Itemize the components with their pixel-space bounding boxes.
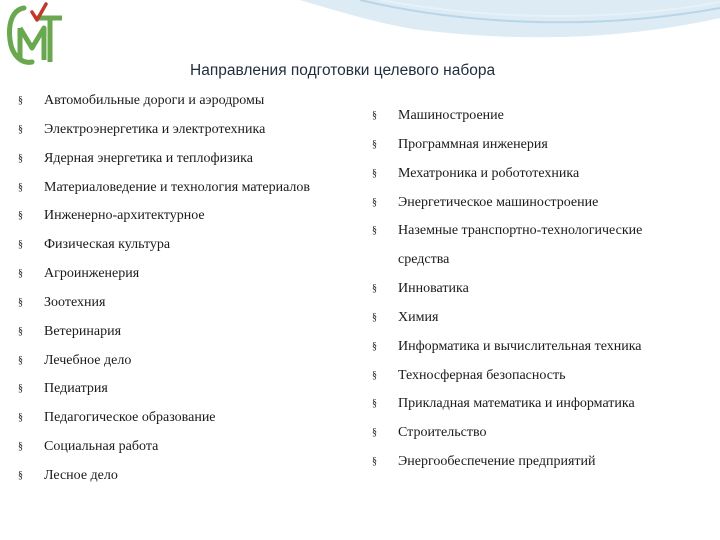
list-item-label: Техносферная безопасность	[398, 367, 566, 383]
logo-icon	[6, 2, 64, 72]
list-item	[372, 309, 712, 338]
list-item	[18, 265, 368, 294]
list-item	[372, 165, 712, 194]
bullet-icon: §	[372, 138, 377, 150]
bullet-icon: §	[372, 225, 377, 237]
bullet-icon: §	[18, 412, 23, 424]
list-item-label: Информатика и вычислительная техника	[398, 338, 642, 354]
list-item-label: Инженерно-архитектурное	[44, 208, 205, 224]
list-item-label: средства	[398, 252, 450, 268]
list-item	[18, 409, 368, 438]
list-item-label: Химия	[398, 309, 439, 325]
list-item-label: Лесное дело	[44, 467, 118, 483]
list-item	[18, 323, 368, 352]
list-item-label: Инноватика	[398, 281, 469, 297]
bullet-icon: §	[18, 239, 23, 251]
bullet-icon: §	[372, 456, 377, 468]
bullet-icon: §	[18, 123, 23, 135]
bullet-icon: §	[372, 369, 377, 381]
list-item-label: Энергообеспечение предприятий	[398, 454, 596, 470]
left-direction-list	[18, 92, 368, 496]
bullet-icon: §	[18, 383, 23, 395]
list-item	[18, 92, 368, 121]
bullet-icon: §	[18, 181, 23, 193]
bullet-icon: §	[18, 152, 23, 164]
bullet-icon: §	[372, 311, 377, 323]
list-item	[372, 194, 712, 223]
bullet-icon: §	[18, 325, 23, 337]
right-direction-list	[372, 107, 712, 482]
list-item	[372, 107, 712, 136]
page-title: Направления подготовки целевого набора	[190, 62, 496, 79]
list-item	[372, 338, 712, 367]
list-item	[18, 179, 368, 208]
bullet-icon: §	[372, 427, 377, 439]
bullet-icon: §	[18, 268, 23, 280]
list-item-label: Лечебное дело	[44, 352, 132, 368]
list-item-label: Ветеринария	[44, 323, 122, 339]
list-item-label: Материаловедение и технология материалов	[44, 179, 311, 195]
bullet-icon: §	[372, 196, 377, 208]
list-item-label: Наземные транспортно-технологические	[398, 223, 643, 239]
list-item-label: Прикладная математика и информатика	[398, 396, 635, 412]
bullet-icon: §	[372, 340, 377, 352]
list-item-label: Строительство	[398, 425, 487, 441]
list-item-label: Зоотехния	[44, 294, 106, 310]
bullet-icon: §	[18, 441, 23, 453]
logo	[6, 2, 64, 72]
list-item-label: Педиатрия	[44, 381, 108, 397]
list-item	[372, 367, 712, 396]
bullet-icon: §	[18, 210, 23, 222]
header-wave-decoration	[0, 0, 720, 60]
bullet-icon: §	[372, 283, 377, 295]
list-item	[372, 395, 712, 424]
list-item-label: Ядерная энергетика и теплофизика	[44, 150, 253, 166]
list-item	[18, 352, 368, 381]
list-item	[18, 380, 368, 409]
list-item-label: Энергетическое машиностроение	[398, 194, 599, 210]
list-item	[372, 251, 712, 280]
list-item	[372, 136, 712, 165]
list-item	[18, 207, 368, 236]
bullet-icon: §	[18, 296, 23, 308]
bullet-icon: §	[372, 167, 377, 179]
list-item-label: Агроинженерия	[44, 266, 140, 282]
list-item	[18, 150, 368, 179]
bullet-icon: §	[18, 95, 23, 106]
list-item	[18, 121, 368, 150]
list-item-label: Физическая культура	[44, 237, 171, 253]
list-item	[372, 222, 712, 251]
list-item	[18, 236, 368, 265]
list-item-label: Педагогическое образование	[44, 410, 216, 426]
list-item-label: Машиностроение	[398, 108, 504, 123]
bullet-icon: §	[372, 110, 377, 121]
list-item	[18, 438, 368, 467]
bullet-icon: §	[372, 398, 377, 410]
bullet-icon: §	[18, 354, 23, 366]
list-item-label: Автомобильные дороги и аэродромы	[44, 93, 265, 108]
list-item-label: Электроэнергетика и электротехника	[44, 121, 266, 137]
list-item	[372, 453, 712, 482]
list-item-label: Программная инженерия	[398, 136, 548, 152]
list-item-label: Мехатроника и робототехника	[398, 165, 580, 181]
bullet-icon: §	[18, 469, 23, 481]
list-item	[18, 294, 368, 323]
list-item-label: Социальная работа	[44, 439, 159, 455]
list-item	[372, 424, 712, 453]
list-item	[18, 467, 368, 496]
list-item	[372, 280, 712, 309]
